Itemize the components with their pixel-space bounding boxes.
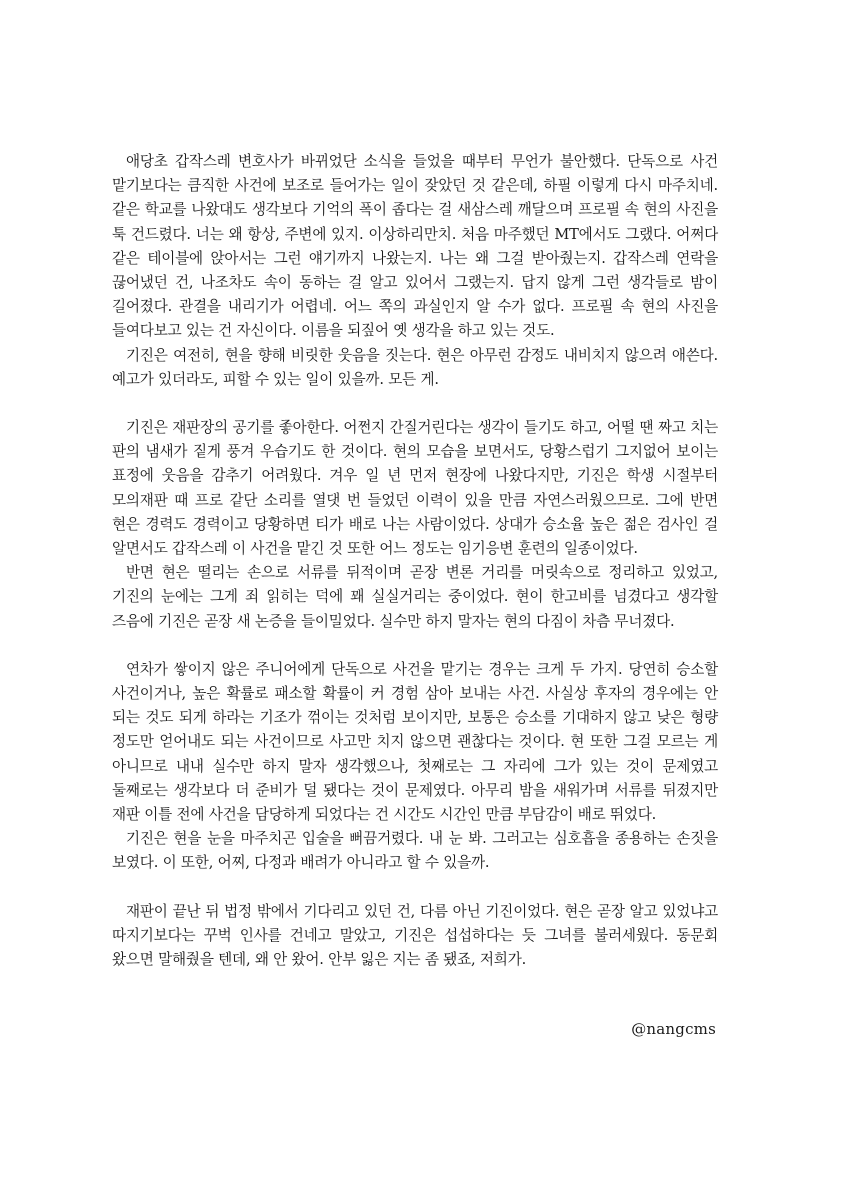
- document-body: [112, 150, 718, 972]
- paragraph-5: 연차가 쌓이지 않은 주니어에게 단독으로 사건을 맡기는 경우는 크게 두 가지. 당연히 승소할 사건이거나, 높은 확률로 패소할 확률이 커 경험 삼아 보내는 사건. 사실상 후자의 경우에는 안 되는 것도 되게 하라는 기조가 꺾이는 것처럼 보이지만, 보통은 승소를 기대하지 않고 낮은 형량 정도만 얻어내도 되는 사건이므로 사고만 치지 않으면 괜찮다는 것이다. 현 또한 그걸 모르는 게 아니므로 내내 실수만 하지 말자 생각했으나, 첫째로는 그 자리에 그가 있는 것이 문제였고 둘째로는 생각보다 더 준비가 덜 됐다는 것이 문제였다. 아무리 밤을 새워가며 서류를 뒤졌지만 재판 이틀 전에 사건을 담당하게 되었다는 건 시간도 시간인 만큼 부담감이 배로 뛰었다.: [112, 660, 718, 824]
- author-signature: @nangcms: [631, 1020, 716, 1038]
- paragraph-2: 기진은 여전히, 현을 향해 비릿한 웃음을 짓는다. 현은 아무런 감정도 내비치지 않으려 애쓴다. 예고가 있더라도, 피할 수 있는 일이 있을까. 모든 게.: [112, 346, 718, 388]
- section-break: [112, 876, 718, 900]
- section-break: [112, 634, 718, 658]
- paragraph-4: 반면 현은 떨리는 손으로 서류를 뒤적이며 곧장 변론 거리를 머릿속으로 정리하고 있었고, 기진의 눈에는 그게 죄 읽히는 덕에 꽤 실실거리는 중이었다. 현이 한고비를 넘겼다고 생각할 즈음에 기진은 곧장 새 논증을 들이밀었다. 실수만 하지 말자는 현의 다짐이 차츰 무너졌다.: [112, 564, 718, 630]
- paragraph-6: 기진은 현을 눈을 마주치곤 입술을 뻐끔거렸다. 내 눈 봐. 그러고는 심호흡을 종용하는 손짓을 보였다. 이 또한, 어찌, 다정과 배려가 아니라고 할 수 있을까.: [112, 830, 718, 872]
- paragraph-3: 기진은 재판장의 공기를 좋아한다. 어쩐지 간질거린다는 생각이 들기도 하고, 어떨 땐 짜고 치는 판의 냄새가 짙게 풍겨 우습기도 한 것이다. 현의 모습을 보면서도, 당황스럽기 그지없어 보이는 표정에 웃음을 감추기 어려웠다. 겨우 일 년 먼저 현장에 나왔다지만, 기진은 학생 시절부터 모의재판 때 프로 같단 소리를 열댓 번 들었던 이력이 있을 만큼 자연스러웠으므로. 그에 반면 현은 경력도 경력이고 당황하면 티가 배로 나는 사람이었다. 상대가 승소율 높은 젊은 검사인 걸 알면서도 갑작스레 이 사건을 맡긴 것 또한 어느 정도는 임기응변 훈련의 일종이었다.: [112, 419, 718, 558]
- paragraph-1: 애당초 갑작스레 변호사가 바뀌었단 소식을 들었을 때부터 무언가 불안했다. 단독으로 사건 맡기보다는 큼직한 사건에 보조로 들어가는 일이 잦았던 것 같은데, 하필 이렇게 다시 마주치네. 같은 학교를 나왔대도 생각보다 기억의 폭이 좁다는 걸 새삼스레 깨달으며 프로필 속 현의 사진을 툭 건드렸다. 너는 왜 항상, 주변에 있지. 이상하리만치. 처음 마주했던 MT에서도 그랬다. 어쩌다 같은 테이블에 앉아서는 그런 얘기까지 나왔는지. 나는 왜 그걸 받아줬는지. 갑작스레 연락을 끊어냈던 건, 나조차도 속이 동하는 걸 알고 있어서 그랬는지. 답지 않게 그런 생각들로 밤이 길어졌다. 관결을 내리기가 어렵네. 어느 쪽의 과실인지 알 수가 없다. 프로필 속 현의 사진을 들여다보고 있는 건 자신이다. 이름을 되짚어 옛 생각을 하고 있는 것도.: [112, 153, 718, 340]
- paragraph-7: 재판이 끝난 뒤 법정 밖에서 기다리고 있던 건, 다름 아닌 기진이었다. 현은 곧장 알고 있었냐고 따지기보다는 꾸벅 인사를 건네고 말았고, 기진은 섭섭하다는 듯 그녀를 불러세웠다. 동문회 왔으면 말해줬을 텐데, 왜 안 왔어. 안부 잃은 지는 좀 됐죠, 저희가.: [112, 902, 718, 969]
- section-break: [112, 392, 718, 416]
